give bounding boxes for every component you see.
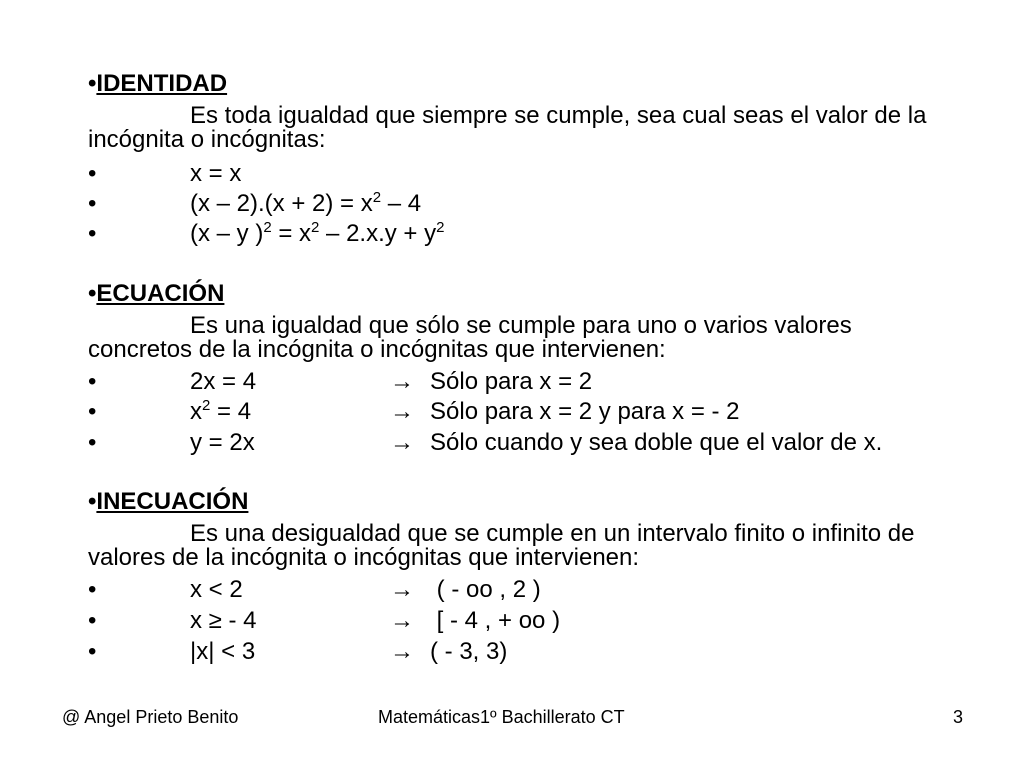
section-title: INECUACIÓN	[96, 488, 249, 515]
example-expression: $(x - 2).(x + 2) = x^2 - 4$	[190, 189, 422, 217]
example-result: → Sólo cuando y sea doble que el valor de x.	[390, 429, 883, 456]
arrow-right-icon: →	[390, 398, 414, 425]
example-result: → ( - oo , 2 )	[390, 576, 541, 603]
example-expression: x = x	[190, 160, 242, 187]
example-result: → Sólo para x = 2 y para x = - 2	[390, 398, 740, 425]
footer-course: Matemáticas1º Bachillerato CT	[378, 707, 625, 727]
section-title: IDENTIDAD	[96, 70, 228, 97]
section-description: Es toda igualdad que siempre se cumple, sea cual seas el valor de la incógnita o incógnitas:	[88, 102, 927, 153]
page-number: 3	[953, 707, 964, 727]
section-title: ECUACIÓN	[96, 280, 225, 307]
section-description: Es una igualdad que sólo se cumple para uno o varios valores concretos de la incógnita o incógnitas que intervienen:	[88, 312, 852, 363]
example-result: → Sólo para x = 2	[390, 368, 593, 395]
section-heading-ecuacion: •ECUACIÓN	[88, 280, 225, 307]
example-expression: x < 2	[190, 576, 243, 603]
footer-author: @ Angel Prieto Benito	[62, 707, 239, 727]
example-expression: x ≥ - 4	[190, 607, 257, 634]
example-result: → ( - 3, 3)	[390, 638, 508, 665]
example-expression: y = 2x	[190, 429, 255, 456]
example-expression: |x| < 3	[190, 638, 256, 665]
example-result: → [ - 4 , + oo )	[390, 607, 561, 634]
arrow-right-icon: →	[390, 607, 414, 634]
section-heading-inecuacion: •INECUACIÓN	[88, 488, 249, 515]
example-expression: 2x = 4	[190, 368, 257, 395]
section-heading-identidad: •IDENTIDAD	[88, 70, 228, 97]
arrow-right-icon: →	[390, 368, 414, 395]
arrow-right-icon: →	[390, 429, 414, 456]
example-expression: (x – y )$^2 = x^2 - 2.x.y + y^2$	[190, 219, 445, 247]
section-description: Es una desigualdad que se cumple en un intervalo finito o infinito de valores de la incógnita o incógnitas que intervienen:	[88, 520, 915, 571]
example-expression: $x^2 = 4$	[190, 397, 252, 425]
arrow-right-icon: →	[390, 638, 414, 665]
arrow-right-icon: →	[390, 576, 414, 603]
